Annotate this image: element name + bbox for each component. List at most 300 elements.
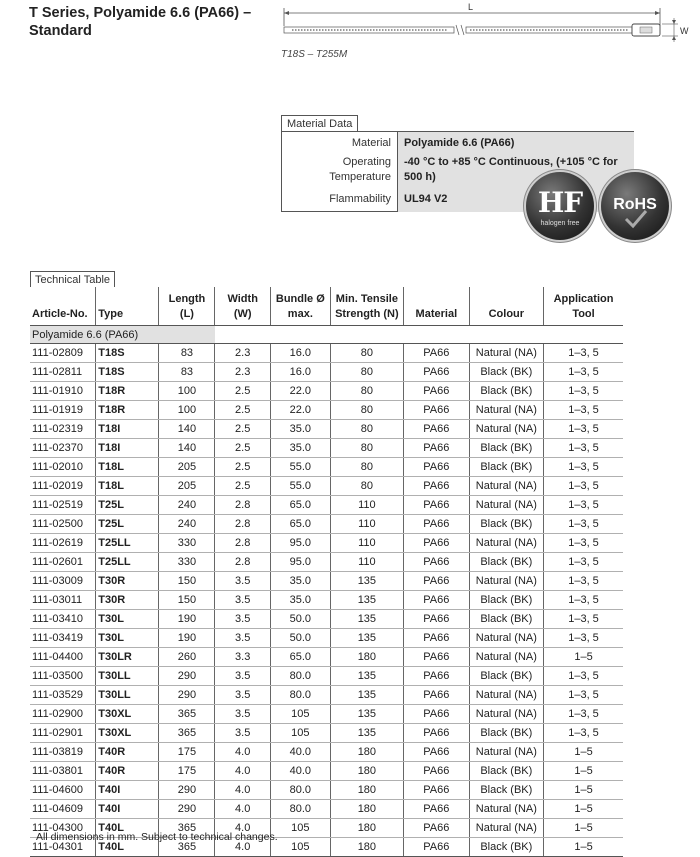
material-row (282, 132, 635, 154)
article-number-cell: 111-02370 (30, 439, 96, 458)
width-cell: 3.5 (215, 591, 271, 610)
tensile-strength-cell: 180 (330, 781, 403, 800)
colour-cell: Natural (NA) (469, 629, 543, 648)
application-tool-cell: 1–5 (544, 648, 623, 667)
application-tool-cell: 1–3, 5 (544, 477, 623, 496)
article-number-cell: 111-04400 (30, 648, 96, 667)
rohs-badge (601, 172, 669, 240)
length-cell: 140 (159, 420, 215, 439)
flammability-key: Flammability (282, 187, 398, 212)
material-cell: PA66 (404, 572, 470, 591)
material-cell: PA66 (404, 344, 470, 363)
type-cell: T18S (96, 363, 159, 382)
application-tool-cell: 1–3, 5 (544, 553, 623, 572)
type-cell: T40R (96, 743, 159, 762)
article-number-cell: 111-04300 (30, 819, 96, 838)
type-cell: T40R (96, 762, 159, 781)
article-number-cell: 111-03500 (30, 667, 96, 686)
table-row (30, 686, 623, 705)
material-cell: PA66 (404, 420, 470, 439)
type-cell: T18S (96, 344, 159, 363)
application-tool-cell: 1–3, 5 (544, 401, 623, 420)
bundle-max-cell: 40.0 (270, 743, 330, 762)
length-cell: 83 (159, 363, 215, 382)
tensile-strength-cell: 180 (330, 762, 403, 781)
article-number-cell: 111-02901 (30, 724, 96, 743)
colour-cell: Natural (NA) (469, 743, 543, 762)
header-colour: Colour (469, 287, 543, 326)
length-cell: 330 (159, 553, 215, 572)
table-row (30, 496, 623, 515)
material-cell: PA66 (404, 781, 470, 800)
colour-cell: Natural (NA) (469, 401, 543, 420)
colour-cell: Natural (NA) (469, 705, 543, 724)
article-number-cell: 111-02319 (30, 420, 96, 439)
width-cell: 2.5 (215, 458, 271, 477)
bundle-max-cell: 55.0 (270, 477, 330, 496)
length-label: L (468, 2, 474, 12)
material-cell: PA66 (404, 515, 470, 534)
table-row (30, 420, 623, 439)
material-cell: PA66 (404, 648, 470, 667)
type-cell: T18I (96, 439, 159, 458)
type-cell: T18L (96, 458, 159, 477)
width-cell: 2.8 (215, 553, 271, 572)
bundle-max-cell: 80.0 (270, 800, 330, 819)
table-row (30, 743, 623, 762)
application-tool-cell: 1–3, 5 (544, 496, 623, 515)
application-tool-cell: 1–5 (544, 819, 623, 838)
colour-cell: Black (BK) (469, 363, 543, 382)
footnote: All dimensions in mm. Subject to technical changes. (36, 831, 278, 843)
colour-cell: Black (BK) (469, 838, 543, 857)
width-cell: 3.5 (215, 705, 271, 724)
article-number-cell: 111-03009 (30, 572, 96, 591)
table-row (30, 382, 623, 401)
length-cell: 330 (159, 534, 215, 553)
tensile-strength-cell: 135 (330, 591, 403, 610)
diagram-caption: T18S – T255M (281, 49, 348, 60)
article-number-cell: 111-03819 (30, 743, 96, 762)
material-cell: PA66 (404, 363, 470, 382)
colour-cell: Black (BK) (469, 762, 543, 781)
tensile-strength-cell: 180 (330, 648, 403, 667)
application-tool-cell: 1–3, 5 (544, 572, 623, 591)
article-number-cell: 111-03529 (30, 686, 96, 705)
material-cell: PA66 (404, 610, 470, 629)
width-label: W (680, 26, 689, 36)
type-cell: T18R (96, 401, 159, 420)
length-cell: 365 (159, 819, 215, 838)
material-cell: PA66 (404, 458, 470, 477)
tensile-strength-cell: 80 (330, 401, 403, 420)
type-cell: T18I (96, 420, 159, 439)
type-cell: T30LL (96, 686, 159, 705)
material-key: Material (282, 132, 398, 154)
table-row (30, 762, 623, 781)
article-number-cell: 111-01910 (30, 382, 96, 401)
header-material: Material (404, 287, 470, 326)
header-bundle: Bundle Ø max. (270, 287, 330, 326)
width-cell: 4.0 (215, 781, 271, 800)
table-row (30, 534, 623, 553)
table-header-row (30, 287, 623, 326)
width-cell: 2.3 (215, 363, 271, 382)
article-number-cell: 111-02619 (30, 534, 96, 553)
width-cell: 2.8 (215, 515, 271, 534)
bundle-max-cell: 55.0 (270, 458, 330, 477)
group-label: Polyamide 6.6 (PA66) (30, 326, 215, 344)
table-row (30, 724, 623, 743)
bundle-max-cell: 16.0 (270, 363, 330, 382)
width-cell: 4.0 (215, 743, 271, 762)
bundle-max-cell: 65.0 (270, 648, 330, 667)
length-cell: 240 (159, 515, 215, 534)
article-number-cell: 111-03011 (30, 591, 96, 610)
application-tool-cell: 1–3, 5 (544, 629, 623, 648)
table-row (30, 610, 623, 629)
table-row (30, 458, 623, 477)
bundle-max-cell: 35.0 (270, 439, 330, 458)
tensile-strength-cell: 80 (330, 420, 403, 439)
article-number-cell: 111-02019 (30, 477, 96, 496)
colour-cell: Black (BK) (469, 553, 543, 572)
tensile-strength-cell: 80 (330, 382, 403, 401)
material-cell: PA66 (404, 591, 470, 610)
colour-cell: Natural (NA) (469, 686, 543, 705)
material-cell: PA66 (404, 819, 470, 838)
material-cell: PA66 (404, 629, 470, 648)
bundle-max-cell: 35.0 (270, 591, 330, 610)
article-number-cell: 111-03801 (30, 762, 96, 781)
tensile-strength-cell: 110 (330, 534, 403, 553)
width-cell: 3.3 (215, 648, 271, 667)
width-cell: 3.5 (215, 610, 271, 629)
material-cell: PA66 (404, 401, 470, 420)
type-cell: T25LL (96, 534, 159, 553)
colour-cell: Natural (NA) (469, 534, 543, 553)
tensile-strength-cell: 135 (330, 667, 403, 686)
length-cell: 260 (159, 648, 215, 667)
material-cell: PA66 (404, 477, 470, 496)
length-cell: 175 (159, 762, 215, 781)
material-cell: PA66 (404, 667, 470, 686)
hf-badge-text: HF (537, 186, 583, 219)
type-cell: T30LR (96, 648, 159, 667)
tensile-strength-cell: 135 (330, 705, 403, 724)
technical-table-label: Technical Table (30, 271, 115, 287)
tensile-strength-cell: 110 (330, 553, 403, 572)
type-cell: T40I (96, 800, 159, 819)
header-width: Width (W) (215, 287, 271, 326)
colour-cell: Black (BK) (469, 515, 543, 534)
material-cell: PA66 (404, 439, 470, 458)
width-cell: 3.5 (215, 724, 271, 743)
length-cell: 190 (159, 610, 215, 629)
group-row (30, 326, 623, 344)
table-row (30, 781, 623, 800)
article-number-cell: 111-04609 (30, 800, 96, 819)
colour-cell: Black (BK) (469, 458, 543, 477)
width-cell: 3.5 (215, 629, 271, 648)
length-cell: 150 (159, 572, 215, 591)
tensile-strength-cell: 80 (330, 363, 403, 382)
colour-cell: Black (BK) (469, 591, 543, 610)
bundle-max-cell: 50.0 (270, 610, 330, 629)
width-cell: 2.5 (215, 382, 271, 401)
article-number-cell: 111-04301 (30, 838, 96, 857)
group-row-filler (215, 326, 623, 344)
page-title: T Series, Polyamide 6.6 (PA66) – Standard (29, 5, 252, 39)
table-row (30, 439, 623, 458)
colour-cell: Black (BK) (469, 781, 543, 800)
width-cell: 2.5 (215, 420, 271, 439)
width-cell: 4.0 (215, 838, 271, 857)
application-tool-cell: 1–3, 5 (544, 724, 623, 743)
colour-cell: Black (BK) (469, 724, 543, 743)
material-cell: PA66 (404, 705, 470, 724)
width-cell: 2.3 (215, 344, 271, 363)
application-tool-cell: 1–5 (544, 762, 623, 781)
application-tool-cell: 1–3, 5 (544, 363, 623, 382)
type-cell: T40L (96, 819, 159, 838)
tensile-strength-cell: 180 (330, 743, 403, 762)
length-cell: 83 (159, 344, 215, 363)
width-cell: 3.5 (215, 686, 271, 705)
table-row (30, 591, 623, 610)
width-cell: 3.5 (215, 667, 271, 686)
application-tool-cell: 1–3, 5 (544, 534, 623, 553)
tensile-strength-cell: 135 (330, 724, 403, 743)
width-cell: 2.5 (215, 401, 271, 420)
tensile-strength-cell: 180 (330, 800, 403, 819)
length-cell: 290 (159, 800, 215, 819)
application-tool-cell: 1–3, 5 (544, 705, 623, 724)
bundle-max-cell: 80.0 (270, 667, 330, 686)
width-cell: 4.0 (215, 819, 271, 838)
length-cell: 205 (159, 458, 215, 477)
header-tensile: Min. Tensile Strength (N) (330, 287, 403, 326)
bundle-max-cell: 105 (270, 838, 330, 857)
length-cell: 290 (159, 667, 215, 686)
article-number-cell: 111-02500 (30, 515, 96, 534)
article-number-cell: 111-01919 (30, 401, 96, 420)
tensile-strength-cell: 135 (330, 629, 403, 648)
tensile-strength-cell: 135 (330, 610, 403, 629)
bundle-max-cell: 105 (270, 705, 330, 724)
type-cell: T30XL (96, 705, 159, 724)
bundle-max-cell: 22.0 (270, 401, 330, 420)
material-data-label: Material Data (281, 115, 358, 131)
article-number-cell: 111-03410 (30, 610, 96, 629)
width-cell: 2.5 (215, 477, 271, 496)
technical-table (30, 287, 623, 857)
tensile-strength-cell: 80 (330, 439, 403, 458)
application-tool-cell: 1–3, 5 (544, 515, 623, 534)
length-cell: 190 (159, 629, 215, 648)
technical-table-body (30, 326, 623, 857)
material-cell: PA66 (404, 553, 470, 572)
bundle-max-cell: 95.0 (270, 553, 330, 572)
width-cell: 3.5 (215, 572, 271, 591)
length-cell: 175 (159, 743, 215, 762)
type-cell: T30L (96, 610, 159, 629)
halogen-free-badge (526, 172, 594, 240)
article-number-cell: 111-02809 (30, 344, 96, 363)
tensile-strength-cell: 110 (330, 496, 403, 515)
application-tool-cell: 1–3, 5 (544, 667, 623, 686)
material-cell: PA66 (404, 724, 470, 743)
temperature-value: -40 °C to +85 °C Continuous, (+105 °C for 500 h) (398, 153, 635, 187)
type-cell: T18L (96, 477, 159, 496)
check-icon (623, 208, 649, 230)
bundle-max-cell: 35.0 (270, 572, 330, 591)
material-cell: PA66 (404, 382, 470, 401)
colour-cell: Natural (NA) (469, 819, 543, 838)
table-row (30, 648, 623, 667)
colour-cell: Natural (NA) (469, 648, 543, 667)
hf-badge-subtext: halogen free (540, 220, 580, 227)
tensile-strength-cell: 80 (330, 477, 403, 496)
material-cell: PA66 (404, 496, 470, 515)
article-number-cell: 111-04600 (30, 781, 96, 800)
flammability-value: UL94 V2 (398, 187, 635, 212)
type-cell: T40L (96, 838, 159, 857)
header-article: Article-No. (30, 287, 96, 326)
article-number-cell: 111-02519 (30, 496, 96, 515)
tensile-strength-cell: 80 (330, 458, 403, 477)
table-row (30, 705, 623, 724)
type-cell: T30LL (96, 667, 159, 686)
length-cell: 140 (159, 439, 215, 458)
article-number-cell: 111-02811 (30, 363, 96, 382)
header-tool: Application Tool (544, 287, 623, 326)
application-tool-cell: 1–3, 5 (544, 439, 623, 458)
material-cell: PA66 (404, 838, 470, 857)
type-cell: T30XL (96, 724, 159, 743)
colour-cell: Black (BK) (469, 610, 543, 629)
length-cell: 290 (159, 781, 215, 800)
tensile-strength-cell: 135 (330, 572, 403, 591)
article-number-cell: 111-02900 (30, 705, 96, 724)
table-row (30, 553, 623, 572)
type-cell: T30R (96, 591, 159, 610)
application-tool-cell: 1–5 (544, 800, 623, 819)
bundle-max-cell: 105 (270, 819, 330, 838)
table-row (30, 629, 623, 648)
table-row (30, 363, 623, 382)
material-cell: PA66 (404, 534, 470, 553)
article-number-cell: 111-02601 (30, 553, 96, 572)
type-cell: T18R (96, 382, 159, 401)
colour-cell: Natural (NA) (469, 800, 543, 819)
width-cell: 2.8 (215, 496, 271, 515)
tensile-strength-cell: 80 (330, 344, 403, 363)
type-cell: T25L (96, 496, 159, 515)
material-cell: PA66 (404, 743, 470, 762)
colour-cell: Natural (NA) (469, 477, 543, 496)
length-cell: 100 (159, 382, 215, 401)
temperature-key: Operating Temperature (282, 153, 398, 187)
table-row (30, 572, 623, 591)
article-number-cell: 111-02010 (30, 458, 96, 477)
length-cell: 365 (159, 705, 215, 724)
header-type: Type (96, 287, 159, 326)
bundle-max-cell: 80.0 (270, 686, 330, 705)
material-value: Polyamide 6.6 (PA66) (398, 132, 635, 154)
type-cell: T25LL (96, 553, 159, 572)
width-cell: 4.0 (215, 762, 271, 781)
length-cell: 100 (159, 401, 215, 420)
application-tool-cell: 1–3, 5 (544, 420, 623, 439)
application-tool-cell: 1–3, 5 (544, 591, 623, 610)
tensile-strength-cell: 180 (330, 819, 403, 838)
colour-cell: Natural (NA) (469, 420, 543, 439)
width-cell: 2.5 (215, 439, 271, 458)
length-cell: 290 (159, 686, 215, 705)
length-cell: 365 (159, 724, 215, 743)
type-cell: T25L (96, 515, 159, 534)
bundle-max-cell: 105 (270, 724, 330, 743)
material-cell: PA66 (404, 800, 470, 819)
application-tool-cell: 1–3, 5 (544, 686, 623, 705)
application-tool-cell: 1–5 (544, 838, 623, 857)
type-cell: T30R (96, 572, 159, 591)
bundle-max-cell: 95.0 (270, 534, 330, 553)
length-cell: 365 (159, 838, 215, 857)
table-row (30, 800, 623, 819)
length-cell: 205 (159, 477, 215, 496)
colour-cell: Black (BK) (469, 382, 543, 401)
length-cell: 240 (159, 496, 215, 515)
bundle-max-cell: 65.0 (270, 515, 330, 534)
material-cell: PA66 (404, 686, 470, 705)
application-tool-cell: 1–3, 5 (544, 344, 623, 363)
tensile-strength-cell: 110 (330, 515, 403, 534)
width-cell: 4.0 (215, 800, 271, 819)
article-number-cell: 111-03419 (30, 629, 96, 648)
table-row (30, 344, 623, 363)
bundle-max-cell: 16.0 (270, 344, 330, 363)
bundle-max-cell: 80.0 (270, 781, 330, 800)
tensile-strength-cell: 180 (330, 838, 403, 857)
bundle-max-cell: 50.0 (270, 629, 330, 648)
tensile-strength-cell: 135 (330, 686, 403, 705)
application-tool-cell: 1–5 (544, 743, 623, 762)
table-row (30, 477, 623, 496)
colour-cell: Natural (NA) (469, 496, 543, 515)
bundle-max-cell: 22.0 (270, 382, 330, 401)
type-cell: T30L (96, 629, 159, 648)
rohs-badge-text: RoHS (613, 196, 657, 213)
table-row (30, 401, 623, 420)
application-tool-cell: 1–3, 5 (544, 610, 623, 629)
width-cell: 2.8 (215, 534, 271, 553)
colour-cell: Black (BK) (469, 439, 543, 458)
table-row (30, 515, 623, 534)
colour-cell: Natural (NA) (469, 572, 543, 591)
length-cell: 150 (159, 591, 215, 610)
colour-cell: Natural (NA) (469, 344, 543, 363)
bundle-max-cell: 35.0 (270, 420, 330, 439)
bundle-max-cell: 40.0 (270, 762, 330, 781)
bundle-max-cell: 65.0 (270, 496, 330, 515)
application-tool-cell: 1–3, 5 (544, 458, 623, 477)
application-tool-cell: 1–3, 5 (544, 382, 623, 401)
application-tool-cell: 1–5 (544, 781, 623, 800)
colour-cell: Black (BK) (469, 667, 543, 686)
table-row (30, 667, 623, 686)
